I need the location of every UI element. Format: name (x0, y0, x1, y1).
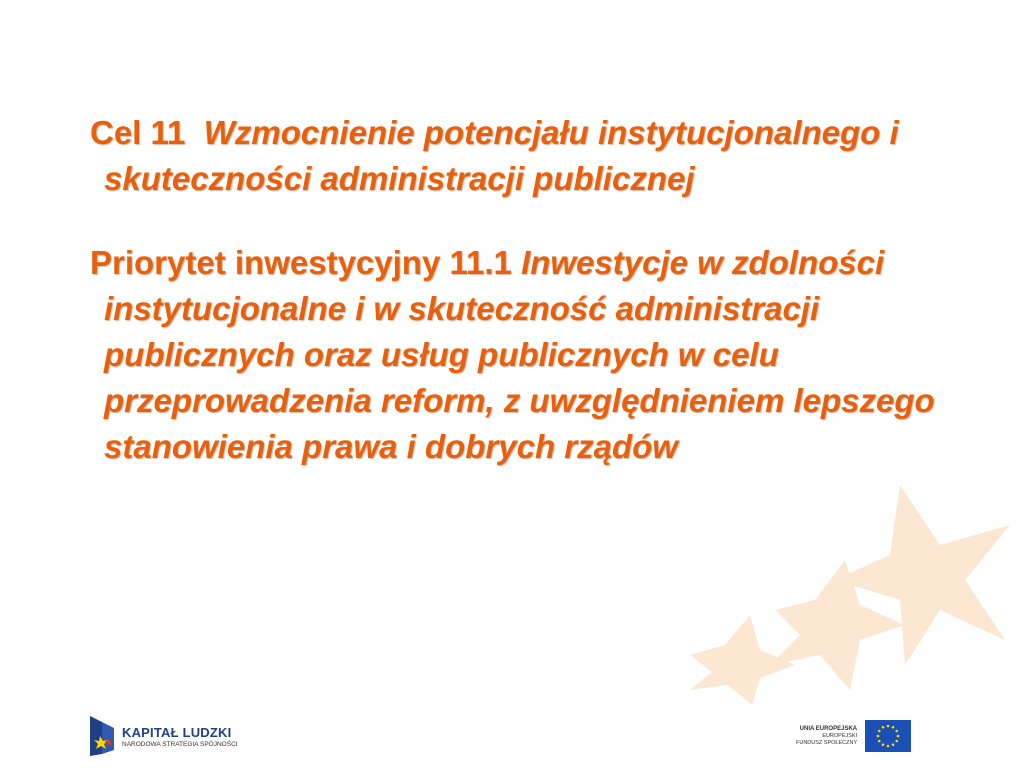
eu-flag-icon (865, 720, 911, 752)
eu-line-2: EUROPEJSKI (822, 732, 858, 739)
eu-text (796, 726, 857, 747)
eu-line-1: UNIA EUROPEJSKA (799, 725, 858, 732)
goal-title: Wzmocnienie potencjału instytucjonalnego i skuteczności administracji publicznej (104, 114, 899, 197)
priority-title: Inwestycje w zdolności instytucjonalne i w skuteczność administracji publicznych oraz usług publicznych w celu przeprowadzenia reform, z uwzględnieniem lepszego stanowienia prawa i dobrych rządów (104, 244, 935, 465)
kapital-ludzki-subtitle: NARODOWA STRATEGIA SPÓJNOŚCI (122, 740, 238, 748)
eu-line-3: FUNDUSZ SPOŁECZNY (796, 739, 858, 746)
kapital-ludzki-mark (86, 714, 116, 758)
footer (0, 700, 1024, 768)
priority-lead: Priorytet inwestycyjny 11.1 (90, 244, 512, 281)
kapital-ludzki-logo (86, 714, 238, 758)
priority-paragraph (90, 240, 970, 470)
kapital-ludzki-title: KAPITAŁ LUDZKI (122, 724, 232, 740)
goal-paragraph (90, 110, 970, 202)
eu-logo (796, 720, 911, 752)
slide-content (90, 110, 970, 470)
goal-lead: Cel 11 (90, 114, 186, 151)
